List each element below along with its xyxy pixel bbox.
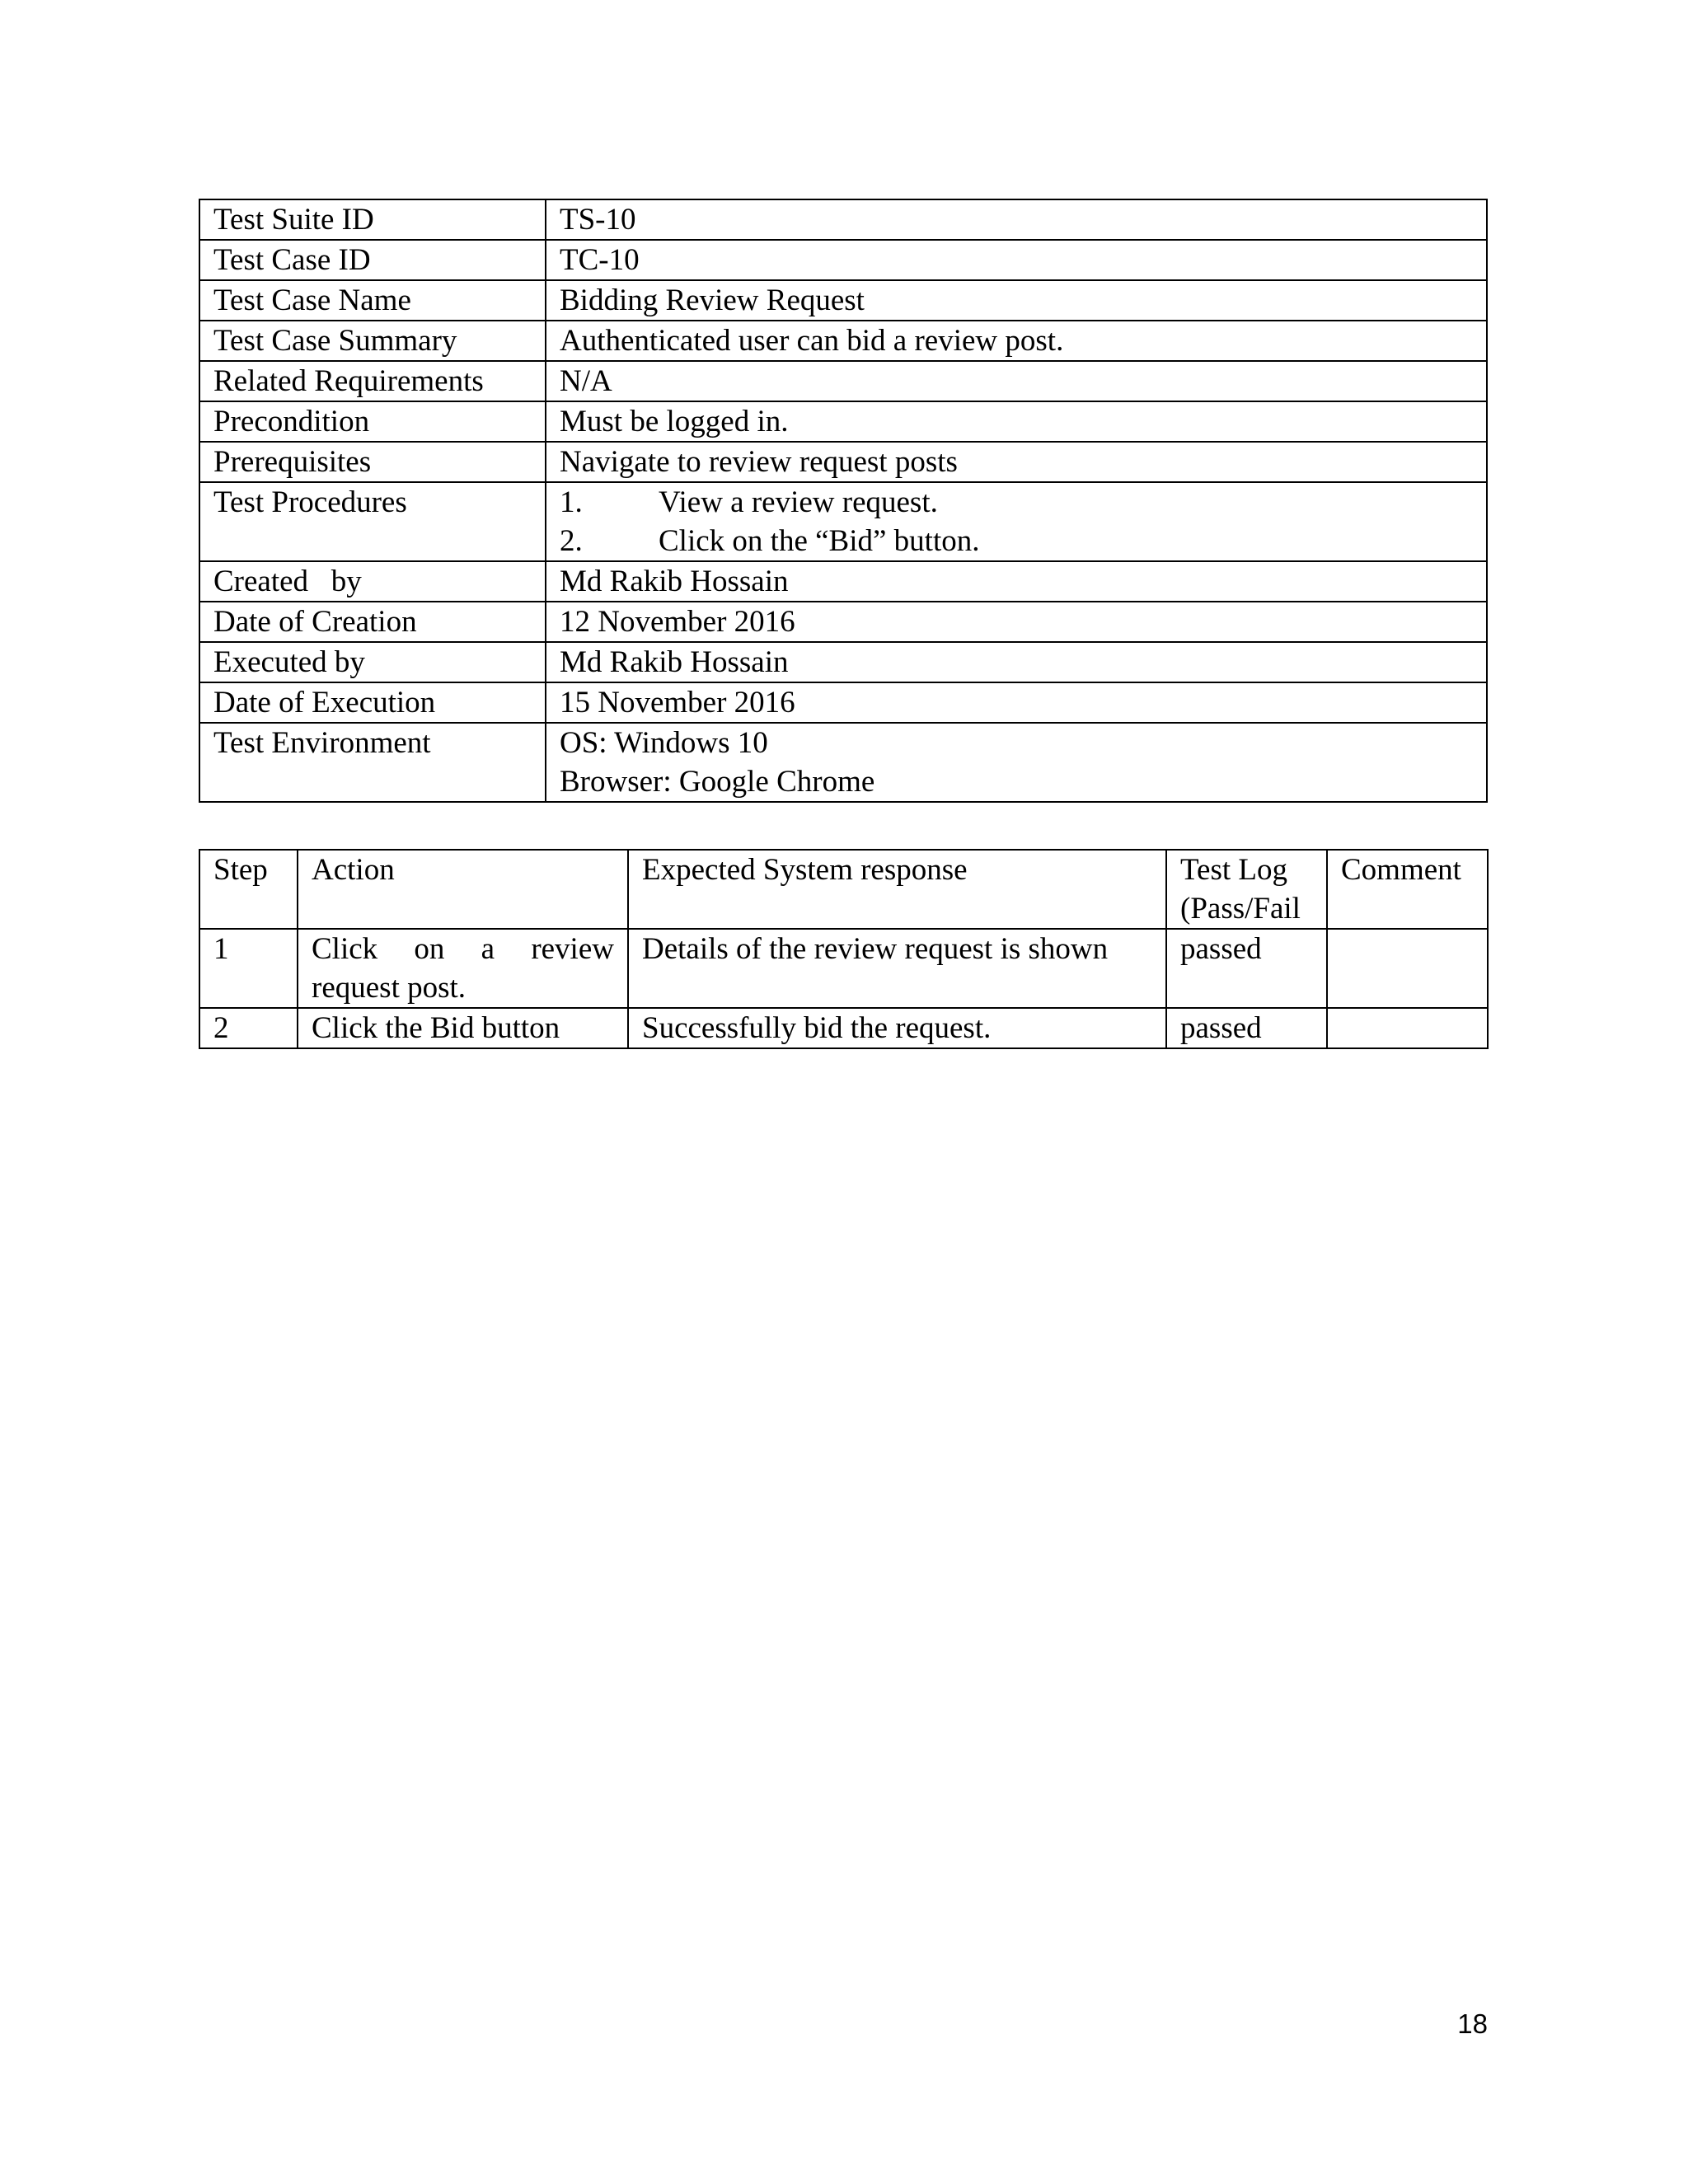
row-label: Created by bbox=[199, 561, 546, 602]
word: on bbox=[414, 932, 445, 966]
row-value: Bidding Review Request bbox=[546, 280, 1487, 321]
row-label: Date of Execution bbox=[199, 682, 546, 723]
row-label: Test Case ID bbox=[199, 240, 546, 280]
table-row bbox=[199, 682, 1487, 723]
row-value: Navigate to review request posts bbox=[546, 442, 1487, 482]
row-label: Test Suite ID bbox=[199, 199, 546, 240]
environment-os: OS: Windows 10 bbox=[560, 726, 768, 760]
step-action-line1 bbox=[312, 930, 614, 968]
step-test-log: passed bbox=[1166, 1008, 1327, 1048]
table-row bbox=[199, 199, 1487, 240]
header-action: Action bbox=[298, 850, 628, 929]
row-label: Prerequisites bbox=[199, 442, 546, 482]
table-row bbox=[199, 361, 1487, 401]
header-test-log-line2: (Pass/Fail bbox=[1180, 892, 1301, 926]
row-value: 15 November 2016 bbox=[546, 682, 1487, 723]
test-procedures-list bbox=[546, 482, 1487, 561]
step-comment bbox=[1327, 929, 1488, 1008]
table-row bbox=[199, 642, 1487, 682]
header-comment: Comment bbox=[1327, 850, 1488, 929]
environment-browser: Browser: Google Chrome bbox=[560, 765, 875, 799]
row-label: Executed by bbox=[199, 642, 546, 682]
step-number: 2 bbox=[199, 1008, 298, 1048]
header-expected-response: Expected System response bbox=[628, 850, 1166, 929]
procedure-step bbox=[560, 522, 1473, 560]
header-test-log-line1: Test Log bbox=[1180, 853, 1287, 887]
word: a bbox=[481, 932, 495, 966]
word: Click bbox=[312, 932, 378, 966]
page-number: 18 bbox=[1457, 2008, 1488, 2039]
row-value: 12 November 2016 bbox=[546, 602, 1487, 642]
procedure-step-number: 2. bbox=[560, 524, 583, 558]
procedure-step-number: 1. bbox=[560, 485, 583, 519]
row-label: Test Procedures bbox=[199, 482, 546, 561]
table-row bbox=[199, 482, 1487, 561]
row-label: Date of Creation bbox=[199, 602, 546, 642]
table-row bbox=[199, 561, 1487, 602]
row-value: Must be logged in. bbox=[546, 401, 1487, 442]
table-row bbox=[199, 723, 1487, 802]
row-label: Test Case Summary bbox=[199, 321, 546, 361]
step-expected-response: Details of the review request is shown bbox=[628, 929, 1166, 1008]
table-row bbox=[199, 280, 1487, 321]
row-label: Test Case Name bbox=[199, 280, 546, 321]
table-row bbox=[199, 929, 1488, 1008]
test-case-info-table bbox=[199, 199, 1488, 803]
step-comment bbox=[1327, 1008, 1488, 1048]
test-environment-value bbox=[546, 723, 1487, 802]
table-row bbox=[199, 602, 1487, 642]
header-step: Step bbox=[199, 850, 298, 929]
procedure-step bbox=[560, 483, 1473, 522]
header-test-log bbox=[1166, 850, 1327, 929]
step-test-log: passed bbox=[1166, 929, 1327, 1008]
row-value: Md Rakib Hossain bbox=[546, 561, 1487, 602]
step-expected-response: Successfully bid the request. bbox=[628, 1008, 1166, 1048]
table-row bbox=[199, 442, 1487, 482]
table-row bbox=[199, 1008, 1488, 1048]
table-row bbox=[199, 321, 1487, 361]
procedure-step-text: Click on the “Bid” button. bbox=[659, 524, 980, 558]
row-value: Authenticated user can bid a review post. bbox=[546, 321, 1487, 361]
row-label: Related Requirements bbox=[199, 361, 546, 401]
row-label: Test Environment bbox=[199, 723, 546, 802]
word: review bbox=[531, 932, 614, 966]
table-header-row bbox=[199, 850, 1488, 929]
step-action-line2: request post. bbox=[312, 971, 467, 1005]
step-action: Click the Bid button bbox=[298, 1008, 628, 1048]
row-value: Md Rakib Hossain bbox=[546, 642, 1487, 682]
row-value: TS-10 bbox=[546, 199, 1487, 240]
procedure-step-text: View a review request. bbox=[659, 485, 938, 519]
step-number: 1 bbox=[199, 929, 298, 1008]
row-value: TC-10 bbox=[546, 240, 1487, 280]
table-row bbox=[199, 240, 1487, 280]
test-steps-table bbox=[199, 849, 1489, 1049]
row-value: N/A bbox=[546, 361, 1487, 401]
step-action bbox=[298, 929, 628, 1008]
row-label: Precondition bbox=[199, 401, 546, 442]
table-row bbox=[199, 401, 1487, 442]
